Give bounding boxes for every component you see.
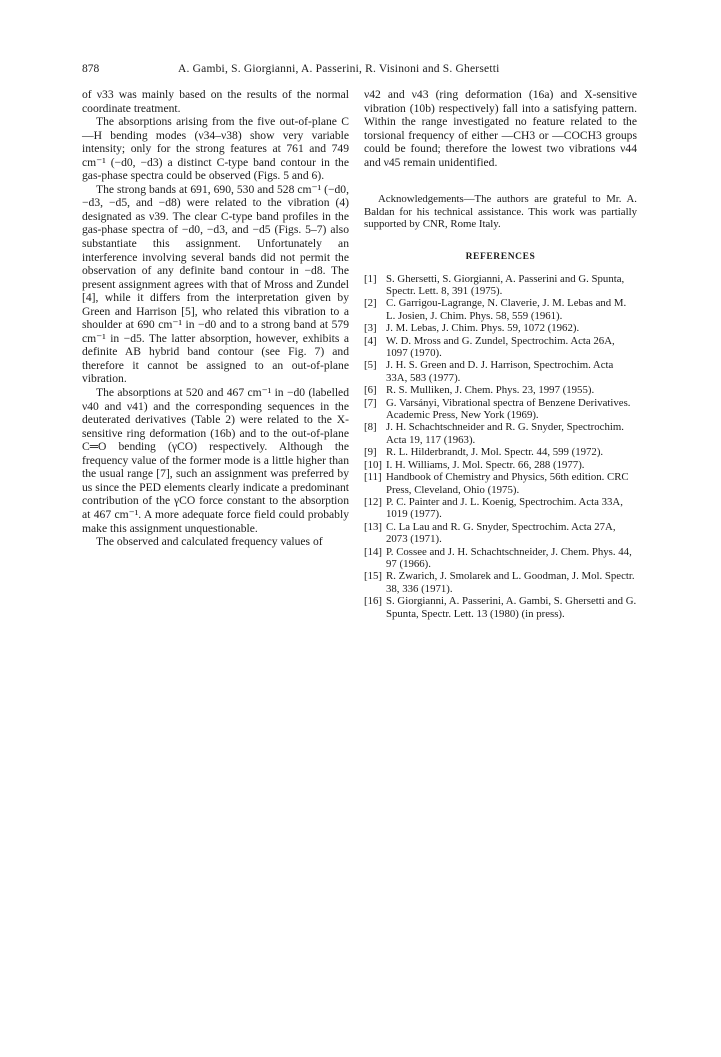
reference-number: [11]	[364, 471, 382, 484]
reference-item	[364, 459, 637, 471]
right-column	[364, 88, 637, 620]
reference-item	[364, 595, 637, 620]
reference-number: [13]	[364, 520, 382, 533]
acknowledgements: Acknowledgements—The authors are grateful to Mr. A. Baldan for his technical assistance. This work was partially supported by CNR, Rome Italy.	[364, 193, 637, 231]
reference-item	[364, 335, 637, 360]
reference-text: R. L. Hilderbrandt, J. Mol. Spectr. 44, 599 (1972).	[386, 446, 604, 459]
reference-text: J. H. S. Green and D. J. Harrison, Spectrochim. Acta 33A, 583 (1977).	[386, 359, 614, 384]
reference-text: Handbook of Chemistry and Physics, 56th edition. CRC Press, Cleveland, Ohio (1975).	[386, 471, 629, 496]
reference-item	[364, 273, 637, 298]
reference-text: R. Zwarich, J. Smolarek and L. Goodman, J. Mol. Spectr. 38, 336 (1971).	[386, 570, 635, 595]
reference-number: [7]	[364, 396, 377, 409]
body-paragraph: The absorptions arising from the five out-of-plane C—H bending modes (ν34–ν38) show very variable intensity; only for the strong features at 761 and 749 cm⁻¹ (−d0, −d3) a distinct C-type band contour in the gas-phase spectra could be observed (Figs. 5 and 6).	[82, 115, 349, 183]
reference-text: S. Ghersetti, S. Giorgianni, A. Passerini and G. Spunta, Spectr. Lett. 8, 391 (1975).	[386, 272, 625, 298]
body-paragraph: ν42 and ν43 (ring deformation (16a) and X-sensitive vibration (10b) respectively) fall into a satisfying pattern. Within the range investigated no feature related to the torsional frequency of either —CH3 or —COCH3 groups could be found; therefore the lowest two vibrations ν44 and ν45 remain unidentified.	[364, 88, 637, 169]
reference-text: J. M. Lebas, J. Chim. Phys. 59, 1072 (1962).	[386, 322, 580, 335]
reference-text: C. La Lau and R. G. Snyder, Spectrochim. Acta 27A, 2073 (1971).	[386, 520, 616, 546]
reference-number: [15]	[364, 570, 382, 583]
reference-text: I. H. Williams, J. Mol. Spectr. 66, 288 (1977).	[386, 458, 585, 471]
body-paragraph: The observed and calculated frequency values of	[96, 535, 323, 549]
reference-item	[364, 496, 637, 521]
reference-item	[364, 384, 637, 396]
reference-number: [10]	[364, 458, 382, 471]
reference-text: J. H. Schachtschneider and R. G. Snyder, Spectrochim. Acta 19, 117 (1963).	[386, 421, 624, 446]
body-paragraph: of ν33 was mainly based on the results of the normal coordinate treatment.	[82, 88, 349, 115]
references-heading: REFERENCES	[465, 252, 536, 263]
reference-item	[364, 471, 637, 496]
reference-number: [12]	[364, 495, 382, 508]
reference-number: [4]	[364, 334, 377, 347]
reference-number: [2]	[364, 297, 377, 310]
reference-number: [16]	[364, 595, 382, 608]
reference-text: W. D. Mross and G. Zundel, Spectrochim. Acta 26A, 1097 (1970).	[386, 334, 615, 360]
reference-text: P. C. Painter and J. L. Koenig, Spectrochim. Acta 33A, 1019 (1977).	[386, 495, 623, 521]
references-list	[364, 273, 637, 620]
reference-item	[364, 570, 637, 595]
reference-text: G. Varsányi, Vibrational spectra of Benzene Derivatives. Academic Press, New York (1969).	[386, 396, 631, 422]
reference-number: [8]	[364, 421, 377, 434]
reference-item	[364, 421, 637, 446]
reference-number: [1]	[364, 272, 377, 285]
left-column	[82, 88, 349, 549]
reference-number: [9]	[364, 446, 377, 459]
reference-text: R. S. Mulliken, J. Chem. Phys. 23, 1997 (1955).	[386, 384, 595, 397]
body-paragraph: The strong bands at 691, 690, 530 and 528 cm⁻¹ (−d0, −d3, −d5, and −d8) were related to the vibration (4) designated as ν39. The clear C-type band profiles in the gas-phase spectra of −d0, −d3, and −d5 (Figs. 5–7) also substantiate this assignment. Unfortunately an interference involving several bands did not permit the observation of any definite band contour in −d8. The present assignment agrees with that of Mross and Zundel [4], while it differs from the interpretation given by Green and Harrison [5], who related this vibration to a shoulder at 690 cm⁻¹ in −d0 and to a strong band at 579 cm⁻¹ in −d5. The latter absorption, however, exhibits a definite AB hybrid band contour (see Fig. 7) and therefore it cannot be assigned to an out-of-plane vibration.	[82, 182, 349, 386]
page-header	[82, 63, 654, 79]
page-number: 878	[82, 63, 100, 75]
reference-item	[364, 397, 637, 422]
reference-item	[364, 322, 637, 334]
reference-item	[364, 297, 637, 322]
reference-item	[364, 446, 637, 458]
reference-text: S. Giorgianni, A. Passerini, A. Gambi, S. Ghersetti and G. Spunta, Spectr. Lett. 13 (1980) (in press).	[386, 595, 637, 620]
body-paragraph: The absorptions at 520 and 467 cm⁻¹ in −d0 (labelled ν40 and ν41) and the corresponding sequences in the deuterated derivatives (Table 2) were related to the X-sensitive ring deformation (16b) and to the out-of-plane C═O bending (γCO) respectively. Although the frequency value of the former mode is a little higher than the usual range [7], such an assignment was preferred by us since the PED elements clearly indicate a predominant contribution of the γCO force constant to the absorption at 467 cm⁻¹. A more adequate force field could probably make this assignment unquestionable.	[82, 386, 349, 535]
reference-item	[364, 359, 637, 384]
reference-number: [5]	[364, 359, 377, 372]
reference-number: [6]	[364, 384, 377, 397]
reference-item	[364, 546, 637, 571]
reference-item	[364, 521, 637, 546]
running-head-authors: A. Gambi, S. Giorgianni, A. Passerini, R. Visinoni and S. Ghersetti	[178, 63, 500, 75]
reference-number: [3]	[364, 322, 377, 335]
reference-text: P. Cossee and J. H. Schachtschneider, J. Chem. Phys. 44, 97 (1966).	[386, 545, 632, 570]
reference-number: [14]	[364, 545, 382, 558]
reference-text: C. Garrigou-Lagrange, N. Claverie, J. M. Lebas and M. L. Josien, J. Chim. Phys. 58, 559 (1961).	[386, 297, 627, 322]
